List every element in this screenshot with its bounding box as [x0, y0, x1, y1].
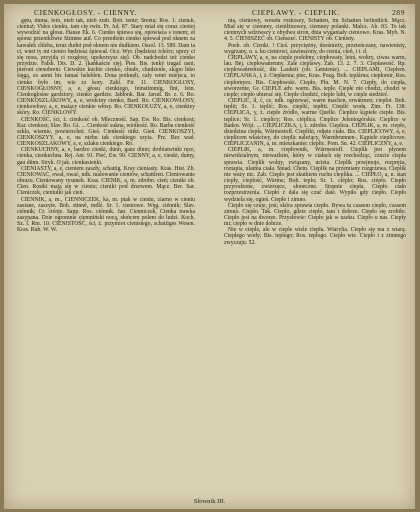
left-column [17, 18, 195, 503]
entry-paragraph: CIENIASTY, a, e, cieniem zaszły, schattig. Kray cieniasty. Kras. Hist. Zb. CIENIOWAĆ, ował, ować, ndk. malowanie cieniów, schattiren. Cieniowanie obrazu. Cieniowany rysunek. Kras. CIENIK, a, m. zdrobn. cień; cieniki ob. Cien. Rostki mają się w cieniu; cieniki pod drzewem. Mącz. Ber. Sar. Cieniczek, cieniutki jak cień. [17, 165, 195, 197]
header-left: CIENKOGŁOSY. - CIENNY. [34, 8, 137, 17]
entry-paragraph: Poeh. ob. Cienki. ! Cieś. przyciężny, doeśnieży, przeieńczany, nawienisty, wygrzany, n. s. ku cieniowi, zawieszony, do cienia, cień, i t. d. [224, 42, 406, 55]
entry-paragraph: CIEPLIK, a, m. ciepłownik, Wärmestoff. Cieplik jest płynem niewidzialnym, nieważkim, który w ciałach się rozchodząc, czucie ciepła sprawia. Cieplik wolny, związany, ucieta. Cieplik przejmuje, rozpręża, roztapia, ulatnia ciała. Śniad. Chem. Cieplik na przemiany rozgrzewa. Cieplik nie waży nic. Zab. Ciepło jest skutkiem ruchu cieplika. ... CIEPŁO, a, n. stan ciepły, ciepłość, Wärme; Boh. teplo; Sr. 1. ciéplo; Ros. ciéplo. Ciepło przyrodzone, zwierzęce, słoneczne. Stopnie ciepła. Ciepło ciało rozprzestrzenia. Ciepło z dala się czuć daie. Wypiło gdy ciepło. Ciepło wydziela się, ogień. Ciepło i zimno. [224, 147, 406, 203]
entry-paragraph: CIENKOŚĆ, ści, ż. cienkość ob. Mleczność. Sap. Ew. Ro. Bis. cienkost; Kar. cienkost; Slav. Ro. Gi. ... Cienkość sukna, wiotkość. Ro. Barba cienkość szkła, wiarnie, powierzchni. Gieś. Cienkość nitki. Gień. CIENKOSZYI, CIENKOSZYY, a, e, na niebu tak cienkiego szyia. Prz. Bez wad. CIENKOSZLAKOWY, a, e, szlaku cienkiego. Ro. [17, 116, 195, 148]
entry-paragraph: Nie w cieple, ale w cieple wiele ciepła. Wiarylia. Ciepło się ma z wiarą. Ciepłego wody; Bis. teplego; Ros. teplogo. Ciepło wie. Ciepło i z zimnego zwyczaju. 52. [224, 227, 406, 246]
entry-paragraph: CIEPLIĆ, ił, ć, cz. ndk. ogrzewać, warm machen, erwärmen; ciepłot. Boh. teplit; Sr. 1. teplić; Ros. cieplić, tepłiti. Cieplić wodę. Zim. Fr. 138. CIEPLICA, y, ż. ciepłe źródło, warme Quelle. Cieplice kąpiele ciepłe. Bis. teplice; Sr. 1. cieplicy; Ros. ciéplica. Cieplice Jeleniogórskie. Cieplice w Baden. Wójt. ... CIEPLICZKA, i, ż. zdrobn. Cieplica. CIEPLIK, a, m. ciepło, dziedzina ciepła, Wärmestoff. Ciepliki, odjęte ciało. Bis. CIEPLICOWY, a, e, cieplicom właściwy, do cieplic należący, Warmbrunnen-, Kąpiele cieplicowe. CIEPLICZANIN, a, m. mieszkaniec cieplic. Pom. Sn. 42. CIEPLICZNY, a, e. [224, 98, 406, 148]
entry-paragraph: CIENKUCHNY, a, e, bardzo cienki, dünn, ganz dünn; drobiatwinki ręce, cienka, cienkuchna. Rej. Ant. 91. Pieć, Ew. 90. CIENNY, a, e, cienki, dumy, gau dünn. Stryk. O jak. cienkusienki. [17, 147, 195, 166]
entry-paragraph: gętu, duma, fein, nieb tak, nieb zrab. Boh. tenie; Sreeta; Ros. 1. cienьb, cieniuż; Vides cienku, tam cię rwin. Pr. Ad. 87. Stary miał się coraz cieniej wywodzić na głosu. Hause Ek. 6. Cienko śpiewa się, opowiaca s tonem; et sponsi przenikliwie Stimme auf. Co przedtem cienko śpiewał pod oknem za kawałek chleba, teraz dudni pod oknem nie dudkiem. Ossol. 13. 589. Dam ia ci, wnet ty mi cienżo będziesz śpiewał. Ocz. Wyr. (będziesz tchórz; uprzy ci się nosa, przyjdą ci rozgłosy, upokorzysz się). Ob. nadchodzi też cienko przydzie. Falsh. Dis. D. 2. (kańkaście się). Pies. Bis. tenký tragač usni, pieroni cienobreni. Ciewskie kuchie cienko, chudo, chudzenie, skąpo łeko sięgą, es anmt bis famaś heleblen. Dosa potknęli, cały wnet miejsca, to cienko było im, wie zz kory. Zabl. Fir. 11. CIENKOGŁOSY, CIENKOGŁOSNY, a, e, głosu cienkiego, feinstimmig, fint, fein. Cienkogłośne gardziory, cienko gardzie. Jabłonk. Bar. Jarud. Br. z. 6. Ro. CIENKOSZLAKOWY, a, e, wiotciny cienko, Bard. Ro. CIENKOWŁOSY, cienkowłosy, a, e, maiący cienkie włosy. Ro. CIENKOŁUŻY, a, e, cienkiey skóry. Ro. CIEŃKLOWY. [17, 18, 195, 117]
header-right: CIEPŁAWY. - CIEPLIK. [252, 8, 340, 17]
entry-paragraph: CIENNIK, a, m., CIENNICZEK, ka, m. ptak w cieniu, ziarno w cieniu zasiane, zaszyte. Boh. stinně, mdlé. Sr. 1. cieniowe. Węg. ciénnik; Slav. ciénnik; Cr. ciénje. Sapp. Ros. ciénnik. Jan. Cienniczek, Cienka trawka zasypana. Dzie ogromnie ciemniński nocą, słońcem polem do ludzi. Koch. Sz. I. Rm. 10. CIENISTOŚĆ, ści, ż. przymiot cienistego, schattiges Wesen. Kras. Rub. W. W. [17, 196, 195, 234]
right-column [224, 18, 406, 503]
entry-paragraph: CIEPŁAWY, a, e, na cieple podobny, ciepłowaty, letni, woltry, ctwas warm, lau. Bej. ciepłowańrenny. Zale ciepławy. Zab. 13. 2. 7. 3. Ciepławość. Rp. ciepłowańrentość, die Lauheit (ob. Letnienie). ... CIEPLAMI, Ciepłem. CIEPLANKA, i, ż. Ciepłarnia; piec, Kras. Pozg. Boh. teplárna; ciepłomir, Ros. cieplomyez. Bis. Ciepłowski. Ciepło, Pln. M. N. 7. Ciepły, do ciepła, stworzenie, Gr. CIEPLE adv. warm. Bis. teple. Ciepłe nie chodzi, chodzi w cieple; ciepło ubierać się. Cieple chodzić, cieple lubi, w cieple siedzieć. [224, 54, 406, 98]
entry-paragraph: Ciepło się czuje, jest; skóra sprawia ciepło. Bywa tu czasem ciepło, czasem zimno. Ciepło. Tak. Ciepło, gdzie ciepło, tam i dobrze. Ciepło się zrobiło. Ciepło jest na dworze. Przysłowie: Ciepło jak w uszku. Ciepło u nas. Ciepły mi; ciepło w dnie dobrze. [224, 202, 406, 228]
page-number: 289 [391, 8, 405, 17]
signature-mark: Słownik III. [193, 498, 226, 505]
dictionary-page [4, 4, 415, 509]
entry-paragraph: nia, cieniowy, wesoła rozkoszy, Schatten, im Schatten befindlich. Mącz. Miał się w ciemney, cieniłżnowey, ciemney polanki. Malcz. Ab. 83. To tak ciemnych wdziwszy z obydwu stron, dnia wyganiały cieniowo. Kras. Myb. N. 4. 5. CIENISZEĆ ob. Cieńszeć. CIENISTY ob. Cienisty. [224, 18, 406, 43]
